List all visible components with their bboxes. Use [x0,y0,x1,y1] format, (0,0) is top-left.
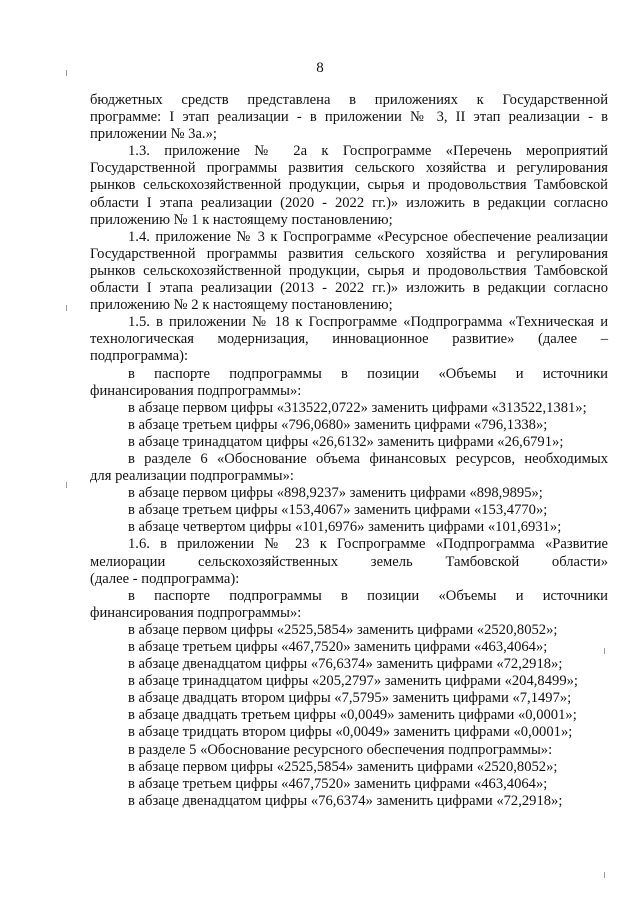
text-line: технологическая модернизация, инновационное развитие» (далее – [90,331,608,348]
scan-mark [604,872,605,878]
text-line: в абзаце двадцать третьем цифры «0,0049» заменить цифрами «0,0001»; [128,707,577,724]
text-line: в разделе 5 «Обоснование ресурсного обеспечения подпрограммы»: [128,741,553,758]
scan-mark [66,482,67,488]
text-line: в абзаце третьем цифры «153,4067» заменить цифрами «153,4770»; [128,502,548,519]
text-line: в абзаце тридцать втором цифры «0,0049» заменить цифрами «0,0001»; [128,724,573,741]
text-line: мелиорации сельскохозяйственных земель Тамбовской области» [90,553,608,570]
text-line: в абзаце тринадцатом цифры «26,6132» заменить цифрами «26,6791»; [128,433,564,450]
text-line: в абзаце первом цифры «2525,5854» заменить цифрами «2520,8052»; [128,758,558,775]
text-line: программе: I этап реализации - в приложении № 3, II этап реализации - в [90,109,608,126]
text-line: в абзаце двадцать втором цифры «7,5795» заменить цифрами «7,1497»; [128,690,572,707]
text-line: приложению № 1 к настоящему постановлению; [90,211,393,228]
text-line: рынков сельскохозяйственной продукции, сырья и продовольствия Тамбовской [90,262,608,279]
text-line: Государственной программы развития сельского хозяйства и регулирования [90,160,608,177]
text-line: (далее - подпрограмма): [90,570,240,587]
text-line: 1.3. приложение № 2а к Госпрограмме «Перечень мероприятий [128,143,608,160]
text-line: финансирования подпрограммы»: [90,604,302,621]
text-line: приложению № 2 к настоящему постановлению; [90,297,393,314]
text-line: приложении № 3а.»; [90,126,217,143]
document-body [90,92,608,810]
text-line: в абзаце третьем цифры «796,0680» заменить цифрами «796,1338»; [128,416,548,433]
text-line: для реализации подпрограммы»: [90,468,294,485]
page-number: 8 [316,60,324,76]
text-line: в абзаце двенадцатом цифры «76,6374» заменить цифрами «72,2918»; [128,656,563,673]
text-line: в абзаце первом цифры «898,9237» заменить цифрами «898,9895»; [128,485,543,502]
text-line: в абзаце третьем цифры «467,7520» заменить цифрами «463,4064»; [128,639,548,655]
text-line: в абзаце первом цифры «313522,0722» заменить цифрами «313522,1381»; [128,399,587,416]
text-line: Государственной программы развития сельского хозяйства и регулирования [90,245,608,262]
text-line: финансирования подпрограммы»: [90,382,302,399]
text-line: в паспорте подпрограммы в позиции «Объемы и источники [128,365,608,382]
text-line: 1.4. приложение № 3 к Госпрограмме «Ресурсное обеспечение реализации [128,228,608,245]
text-line: рынков сельскохозяйственной продукции, сырья и продовольствия Тамбовской [90,177,608,194]
text-line: в абзаце тринадцатом цифры «205,2797» заменить цифрами «204,8499»; [128,673,578,690]
text-line: 1.5. в приложении № 18 к Госпрограмме «Подпрограмма «Техническая и [128,314,608,331]
text-line: в абзаце первом цифры «2525,5854» заменить цифрами «2520,8052»; [128,621,558,638]
text-line: области I этапа реализации (2020 - 2022 гг.)» изложить в редакции согласно [90,194,608,211]
text-line: подпрограмма): [90,348,189,365]
text-line: в разделе 6 «Обоснование объема финансовых ресурсов, необходимых [128,450,608,467]
text-line: в абзаце двенадцатом цифры «76,6374» заменить цифрами «72,2918»; [128,792,563,809]
text-line: 1.6. в приложении № 23 к Госпрограмме «Подпрограмма «Развитие [128,536,608,553]
text-line: в абзаце третьем цифры «467,7520» заменить цифрами «463,4064»; [128,775,548,792]
text-line: области I этапа реализации (2013 - 2022 гг.)» изложить в редакции согласно [90,280,608,297]
text-line: в абзаце четвертом цифры «101,6976» заменить цифрами «101,6931»; [128,519,562,536]
text-line: бюджетных средств представлена в приложениях к Государственной [90,92,608,108]
scan-mark [66,305,67,311]
text-line: в паспорте подпрограммы в позиции «Объемы и источники [128,587,608,604]
